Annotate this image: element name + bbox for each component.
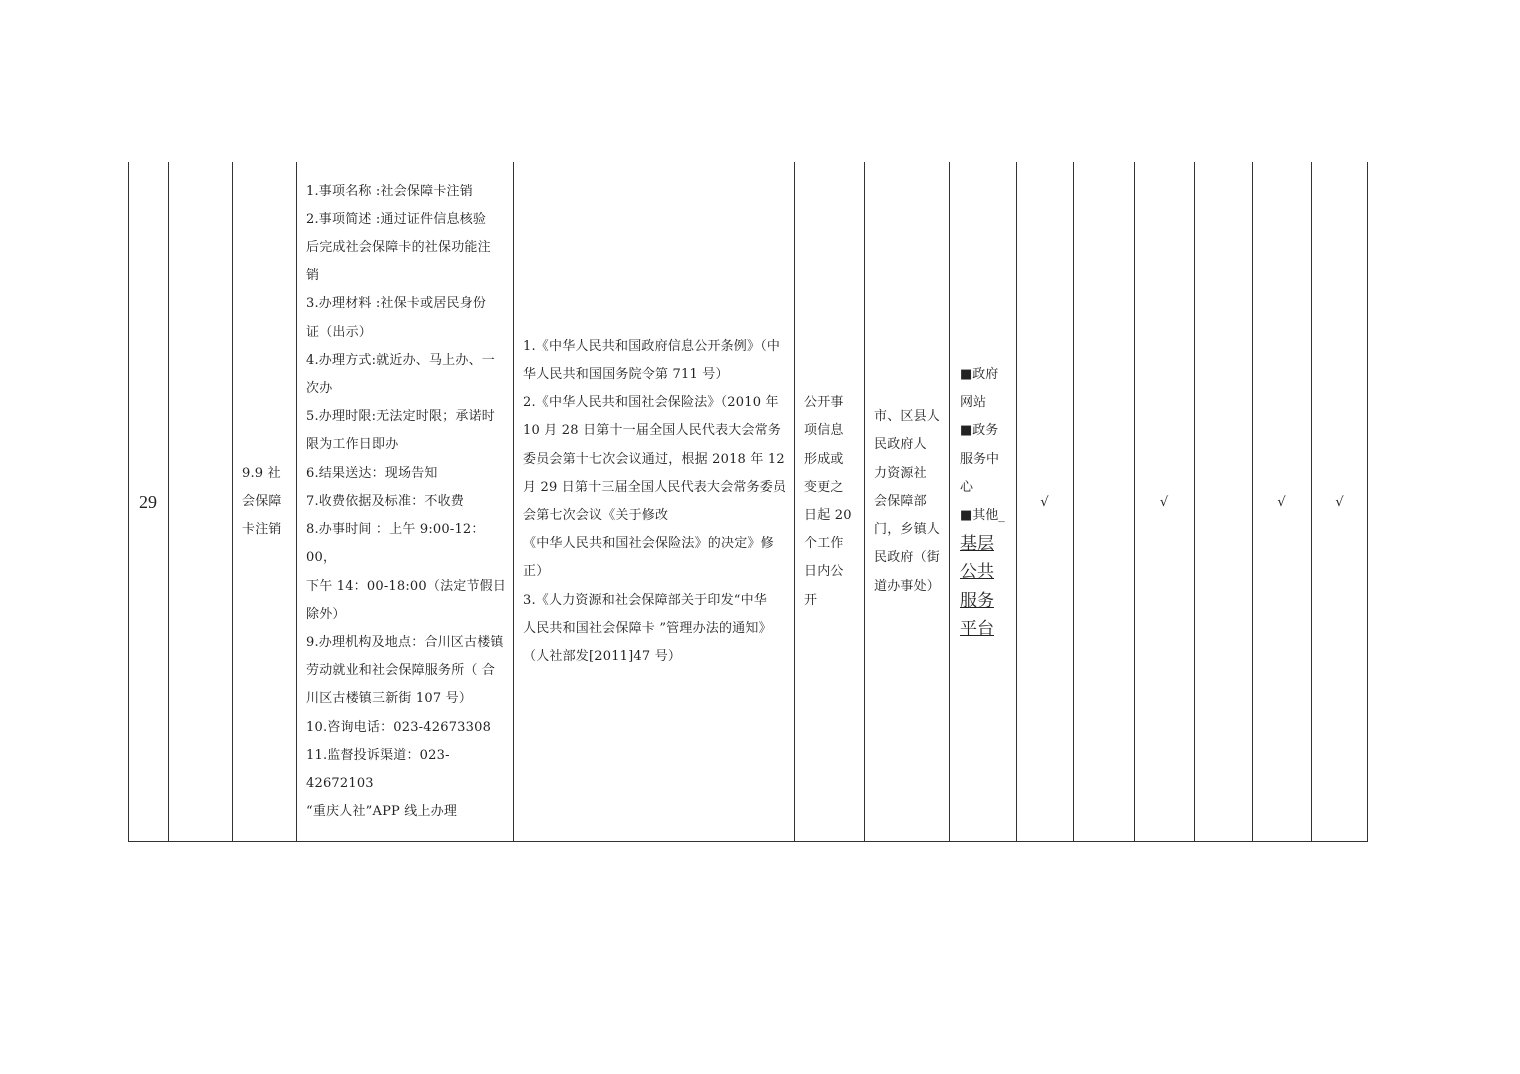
disclosure-channels: ■政府 网站 ■政务 服务中 心 ■其他_ bbox=[960, 366, 1005, 523]
channels-cell bbox=[949, 162, 1016, 842]
check-cell-6 bbox=[1311, 162, 1368, 842]
item-name: 9.9 社 会保障 卡注销 bbox=[242, 465, 282, 538]
check-mark: √ bbox=[1335, 494, 1344, 510]
row-number-cell bbox=[128, 162, 168, 842]
check-mark: √ bbox=[1277, 494, 1286, 510]
channels-other-value: 基层 公共 服务 平台 bbox=[960, 534, 994, 639]
item-name-cell bbox=[232, 162, 296, 842]
disclosure-time-limit: 公开事 项信息 形成或 变更之 日起 20 个工作 日内公 开 bbox=[804, 395, 852, 608]
time-limit-cell bbox=[794, 162, 864, 842]
check-cell-4 bbox=[1194, 162, 1252, 842]
item-content: 1.事项名称 :社会保障卡注销 2.事项简述 :通过证件信息核验 后完成社会保障卡的社保功能注 销 3.办理材料 :社保卡或居民身份 证（出示） 4.办理方式:就近办、马上办、一 次办 5.办理时限:无法定时限；承诺时 限为工作日即办 6.结果送达：现场告知 7.收费依据及标准：不收费 8.办事时间 ：上午 9:00-12：00， 下午 14：00-18:00（法定节假日 除外） 9.办理机构及地点：合川区古楼镇 劳动就业和社会保障服务所（ 合 川区古楼镇三新街 107 号） 10.咨询电话：023-42673308 11.监督投诉渠道：023-42672103 “重庆人社”APP 线上办理 bbox=[306, 183, 507, 820]
check-cell-5 bbox=[1252, 162, 1311, 842]
legal-basis: 1.《中华人民共和国政府信息公开条例》（中 华人民共和国国务院令第 711 号） 2.《中华人民共和国社会保险法》（2010 年 10 月 28 日第十一届全国人民代表大会常务 委员会第十七次会议通过，根据 2018 年 12 月 29 日第十三届全国人民代表大会常务委员 会第七次会议《关于修改 《中华人民共和国社会保险法》的决定》修 正） 3.《人力资源和社会保障部关于印发“中华 人民共和国社会保障卡 ”管理办法的通知》 （人社部发[2011]47 号） bbox=[523, 338, 787, 665]
check-cell-2 bbox=[1073, 162, 1134, 842]
content-cell bbox=[296, 162, 513, 842]
disclosure-subject: 市、区县人 民政府人 力资源社 会保障部 门，乡镇人 民政府（街 道办事处） bbox=[874, 409, 941, 594]
row-number: 29 bbox=[139, 491, 157, 512]
disclosure-table bbox=[128, 162, 1368, 842]
subject-cell bbox=[864, 162, 949, 842]
basis-cell bbox=[513, 162, 794, 842]
check-mark: √ bbox=[1040, 494, 1049, 510]
empty-cell bbox=[168, 162, 232, 842]
check-cell-1 bbox=[1016, 162, 1073, 842]
channels-block bbox=[960, 361, 1005, 643]
check-cell-3 bbox=[1134, 162, 1194, 842]
check-mark: √ bbox=[1159, 494, 1169, 510]
